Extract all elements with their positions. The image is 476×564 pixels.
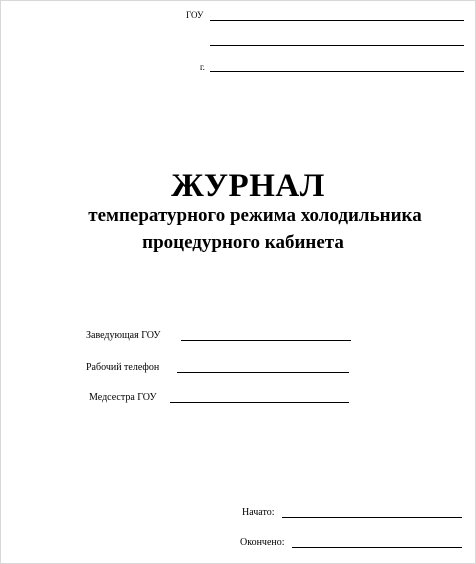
journal-title: ЖУРНАЛ — [171, 168, 325, 204]
nurse-line — [170, 402, 349, 403]
nurse-label: Медсестра ГОУ — [89, 392, 157, 403]
journal-subtitle-line-1: температурного режима холодильника — [88, 205, 422, 226]
finished-line — [292, 547, 462, 548]
phone-label: Рабочий телефон — [86, 362, 160, 373]
city-label: г. — [200, 62, 205, 72]
phone-line — [177, 372, 349, 373]
started-line — [282, 517, 462, 518]
org-label: ГОУ — [186, 10, 204, 20]
started-label: Начато: — [242, 507, 275, 518]
org-line-2 — [210, 45, 464, 46]
finished-label: Окончено: — [240, 537, 285, 548]
city-line — [210, 71, 464, 72]
head-label: Заведующая ГОУ — [86, 330, 161, 341]
head-line — [181, 340, 351, 341]
org-line-1 — [210, 20, 464, 21]
journal-subtitle-line-2: процедурного кабинета — [142, 232, 344, 253]
